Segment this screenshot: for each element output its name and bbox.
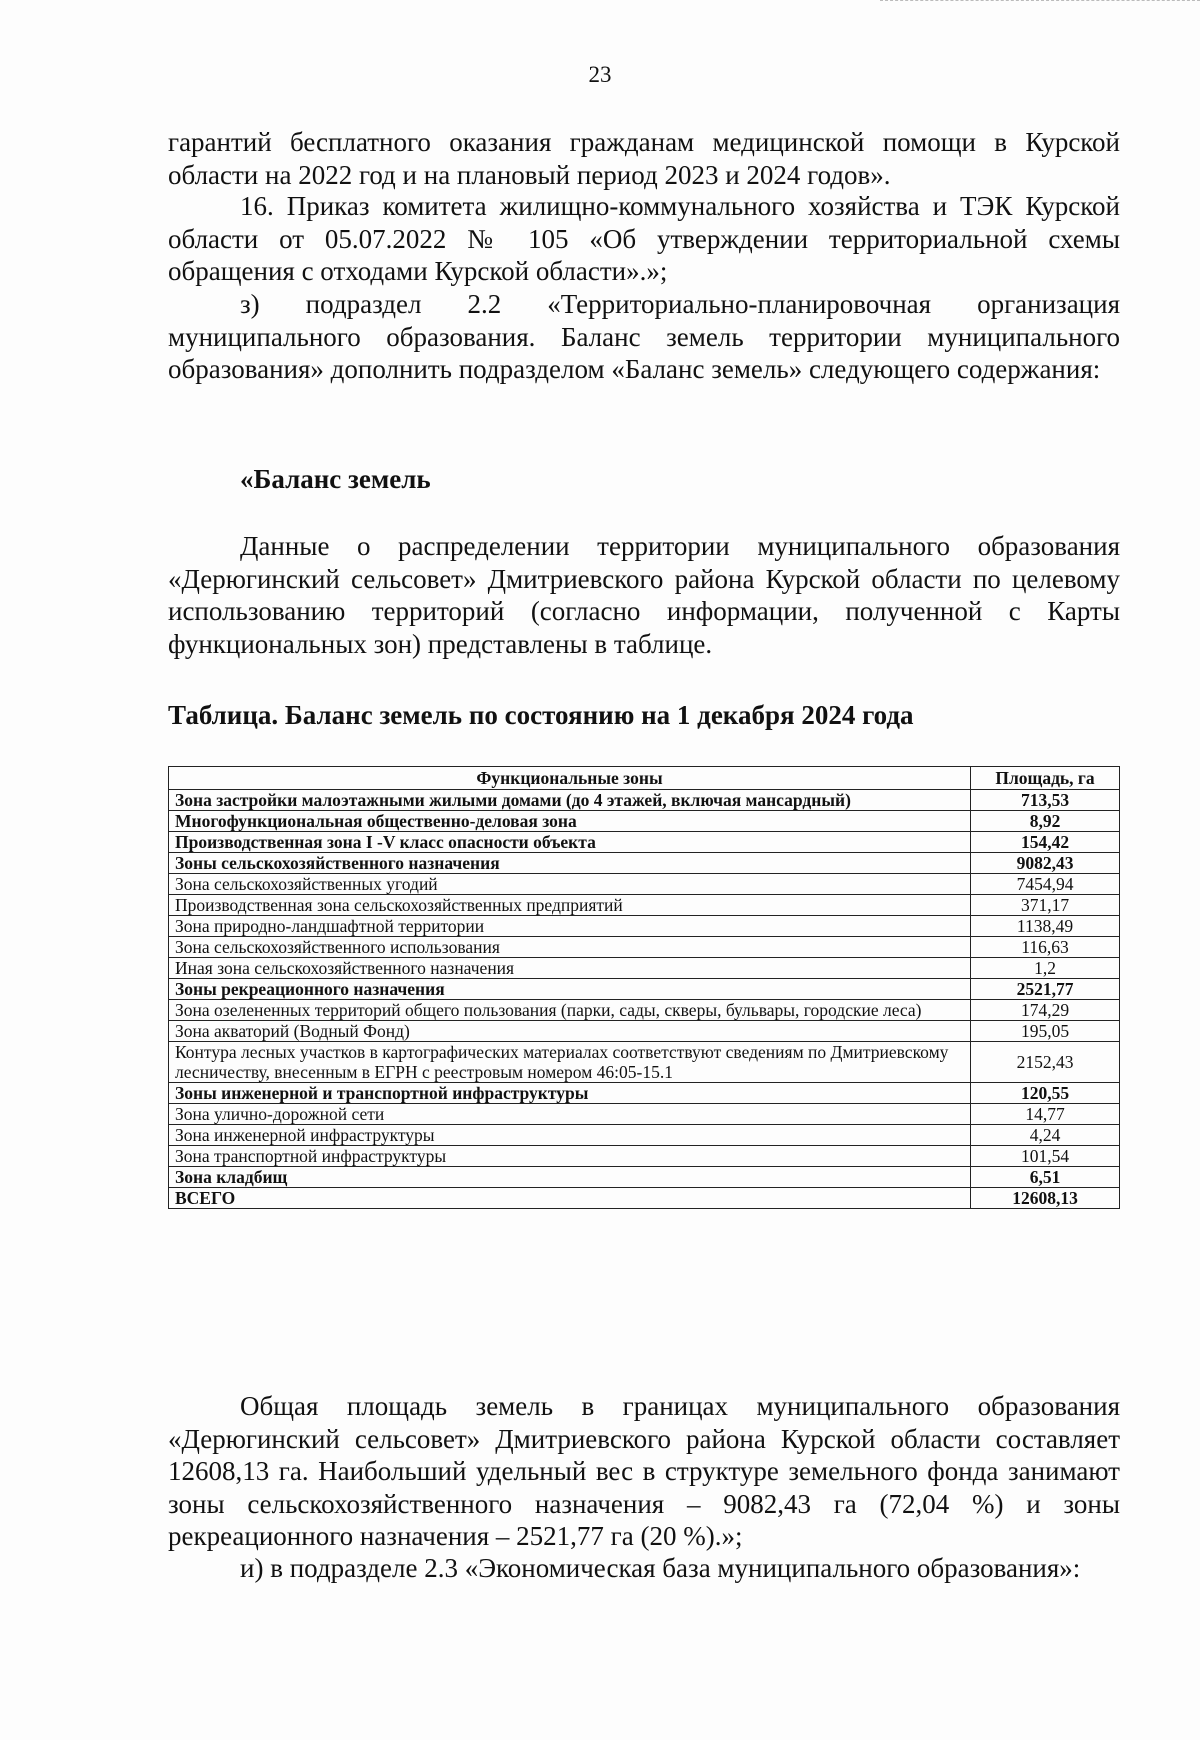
table-row: [169, 1167, 1120, 1188]
table-row: [169, 979, 1120, 1000]
zone-name-cell: Контура лесных участков в картографических материалах соответствуют сведениям по Дмитриевскому лесничеству, внесенным в ЕГРН с реестровым номером 46:05-15.1: [169, 1042, 971, 1083]
table-row: [169, 874, 1120, 895]
area-cell: 120,55: [971, 1083, 1120, 1104]
table-row: [169, 1000, 1120, 1021]
area-cell: 713,53: [971, 790, 1120, 811]
zone-name-cell: Зона сельскохозяйственного использования: [169, 937, 971, 958]
zone-name-cell: Зона улично-дорожной сети: [169, 1104, 971, 1125]
paragraph-item-16: 16. Приказ комитета жилищно-коммунального хозяйства и ТЭК Курской области от 05.07.2022 № 105 «Об утверждении территориальной схемы обращения с отходами Курской области».»;: [168, 191, 1120, 286]
table-body: [169, 790, 1120, 1209]
paragraph-data-description: Данные о распределении территории муниципального образования «Дерюгинский сельсовет» Дмитриевского района Курской области по целевому использованию территорий (согласно информации, полученной с Карты функциональных зон) представлены в таблице.: [168, 531, 1120, 659]
zone-name-cell: Зона сельскохозяйственных угодий: [169, 874, 971, 895]
area-cell: 6,51: [971, 1167, 1120, 1188]
table-row: [169, 1104, 1120, 1125]
zone-name-cell: ВСЕГО: [169, 1188, 971, 1209]
table-row: [169, 895, 1120, 916]
area-cell: 4,24: [971, 1125, 1120, 1146]
table-row: [169, 937, 1120, 958]
paragraph-summary: Общая площадь земель в границах муниципального образования «Дерюгинский сельсовет» Дмитриевского района Курской области составляет 12608,13 га. Наибольший удельный вес в структуре земельного фонда занимают зоны сельскохозяйственного назначения – 9082,43 га (72,04 %) и зоны рекреационного назначения – 2521,77 га (20 %).»;: [168, 1391, 1120, 1551]
table-header-row: [169, 767, 1120, 790]
table-row: [169, 958, 1120, 979]
section-heading: «Баланс земель: [240, 464, 431, 494]
zone-name-cell: Зона застройки малоэтажными жилыми домами (до 4 этажей, включая мансардный): [169, 790, 971, 811]
area-cell: 174,29: [971, 1000, 1120, 1021]
zone-name-cell: Зоны инженерной и транспортной инфраструктуры: [169, 1083, 971, 1104]
zone-name-cell: Производственная зона I -V класс опасности объекта: [169, 832, 971, 853]
table-row: [169, 1125, 1120, 1146]
zone-name-cell: Зона инженерной инфраструктуры: [169, 1125, 971, 1146]
table-row: [169, 1042, 1120, 1083]
area-cell: 8,92: [971, 811, 1120, 832]
table-row: [169, 832, 1120, 853]
zone-name-cell: Зона кладбищ: [169, 1167, 971, 1188]
table-row: [169, 853, 1120, 874]
area-cell: 371,17: [971, 895, 1120, 916]
table-caption: Таблица. Баланс земель по состоянию на 1 декабря 2024 года: [168, 700, 914, 730]
area-cell: 154,42: [971, 832, 1120, 853]
table-row: [169, 1188, 1120, 1209]
area-cell: 2521,77: [971, 979, 1120, 1000]
area-cell: 2152,43: [971, 1042, 1120, 1083]
scan-artifact: [880, 0, 1200, 7]
table-row: [169, 916, 1120, 937]
area-cell: 1,2: [971, 958, 1120, 979]
land-balance-table: [168, 766, 1120, 1209]
table-row: [169, 1146, 1120, 1167]
page-number: 23: [588, 62, 612, 87]
zone-name-cell: Многофункциональная общественно-деловая зона: [169, 811, 971, 832]
area-cell: 14,77: [971, 1104, 1120, 1125]
area-cell: 12608,13: [971, 1188, 1120, 1209]
zone-name-cell: Иная зона сельскохозяйственного назначения: [169, 958, 971, 979]
paragraph-continuation: гарантий бесплатного оказания гражданам медицинской помощи в Курской области на 2022 год и на плановый период 2023 и 2024 годов».: [168, 127, 1120, 190]
area-cell: 1138,49: [971, 916, 1120, 937]
table-row: [169, 811, 1120, 832]
zone-name-cell: Зона природно-ландшафтной территории: [169, 916, 971, 937]
zone-name-cell: Зоны сельскохозяйственного назначения: [169, 853, 971, 874]
zone-name-cell: Зона акваторий (Водный Фонд): [169, 1021, 971, 1042]
header-zones: Функциональные зоны: [169, 767, 971, 790]
zone-name-cell: Зона транспортной инфраструктуры: [169, 1146, 971, 1167]
area-cell: 116,63: [971, 937, 1120, 958]
zone-name-cell: Зоны рекреационного назначения: [169, 979, 971, 1000]
area-cell: 195,05: [971, 1021, 1120, 1042]
zone-name-cell: Зона озелененных территорий общего пользования (парки, сады, скверы, бульвары, городские леса): [169, 1000, 971, 1021]
area-cell: 9082,43: [971, 853, 1120, 874]
area-cell: 7454,94: [971, 874, 1120, 895]
zone-name-cell: Производственная зона сельскохозяйственных предприятий: [169, 895, 971, 916]
paragraph-subsection-z: з) подраздел 2.2 «Территориально-планировочная организация муниципального образования. Баланс земель территории муниципального образования» дополнить подразделом «Баланс земель» следующего содержания:: [168, 289, 1120, 384]
area-cell: 101,54: [971, 1146, 1120, 1167]
table-row: [169, 1021, 1120, 1042]
table-row: [169, 790, 1120, 811]
header-area: Площадь, га: [971, 767, 1120, 790]
table-row: [169, 1083, 1120, 1104]
paragraph-subsection-i: и) в подразделе 2.3 «Экономическая база муниципального образования»:: [240, 1553, 1081, 1583]
